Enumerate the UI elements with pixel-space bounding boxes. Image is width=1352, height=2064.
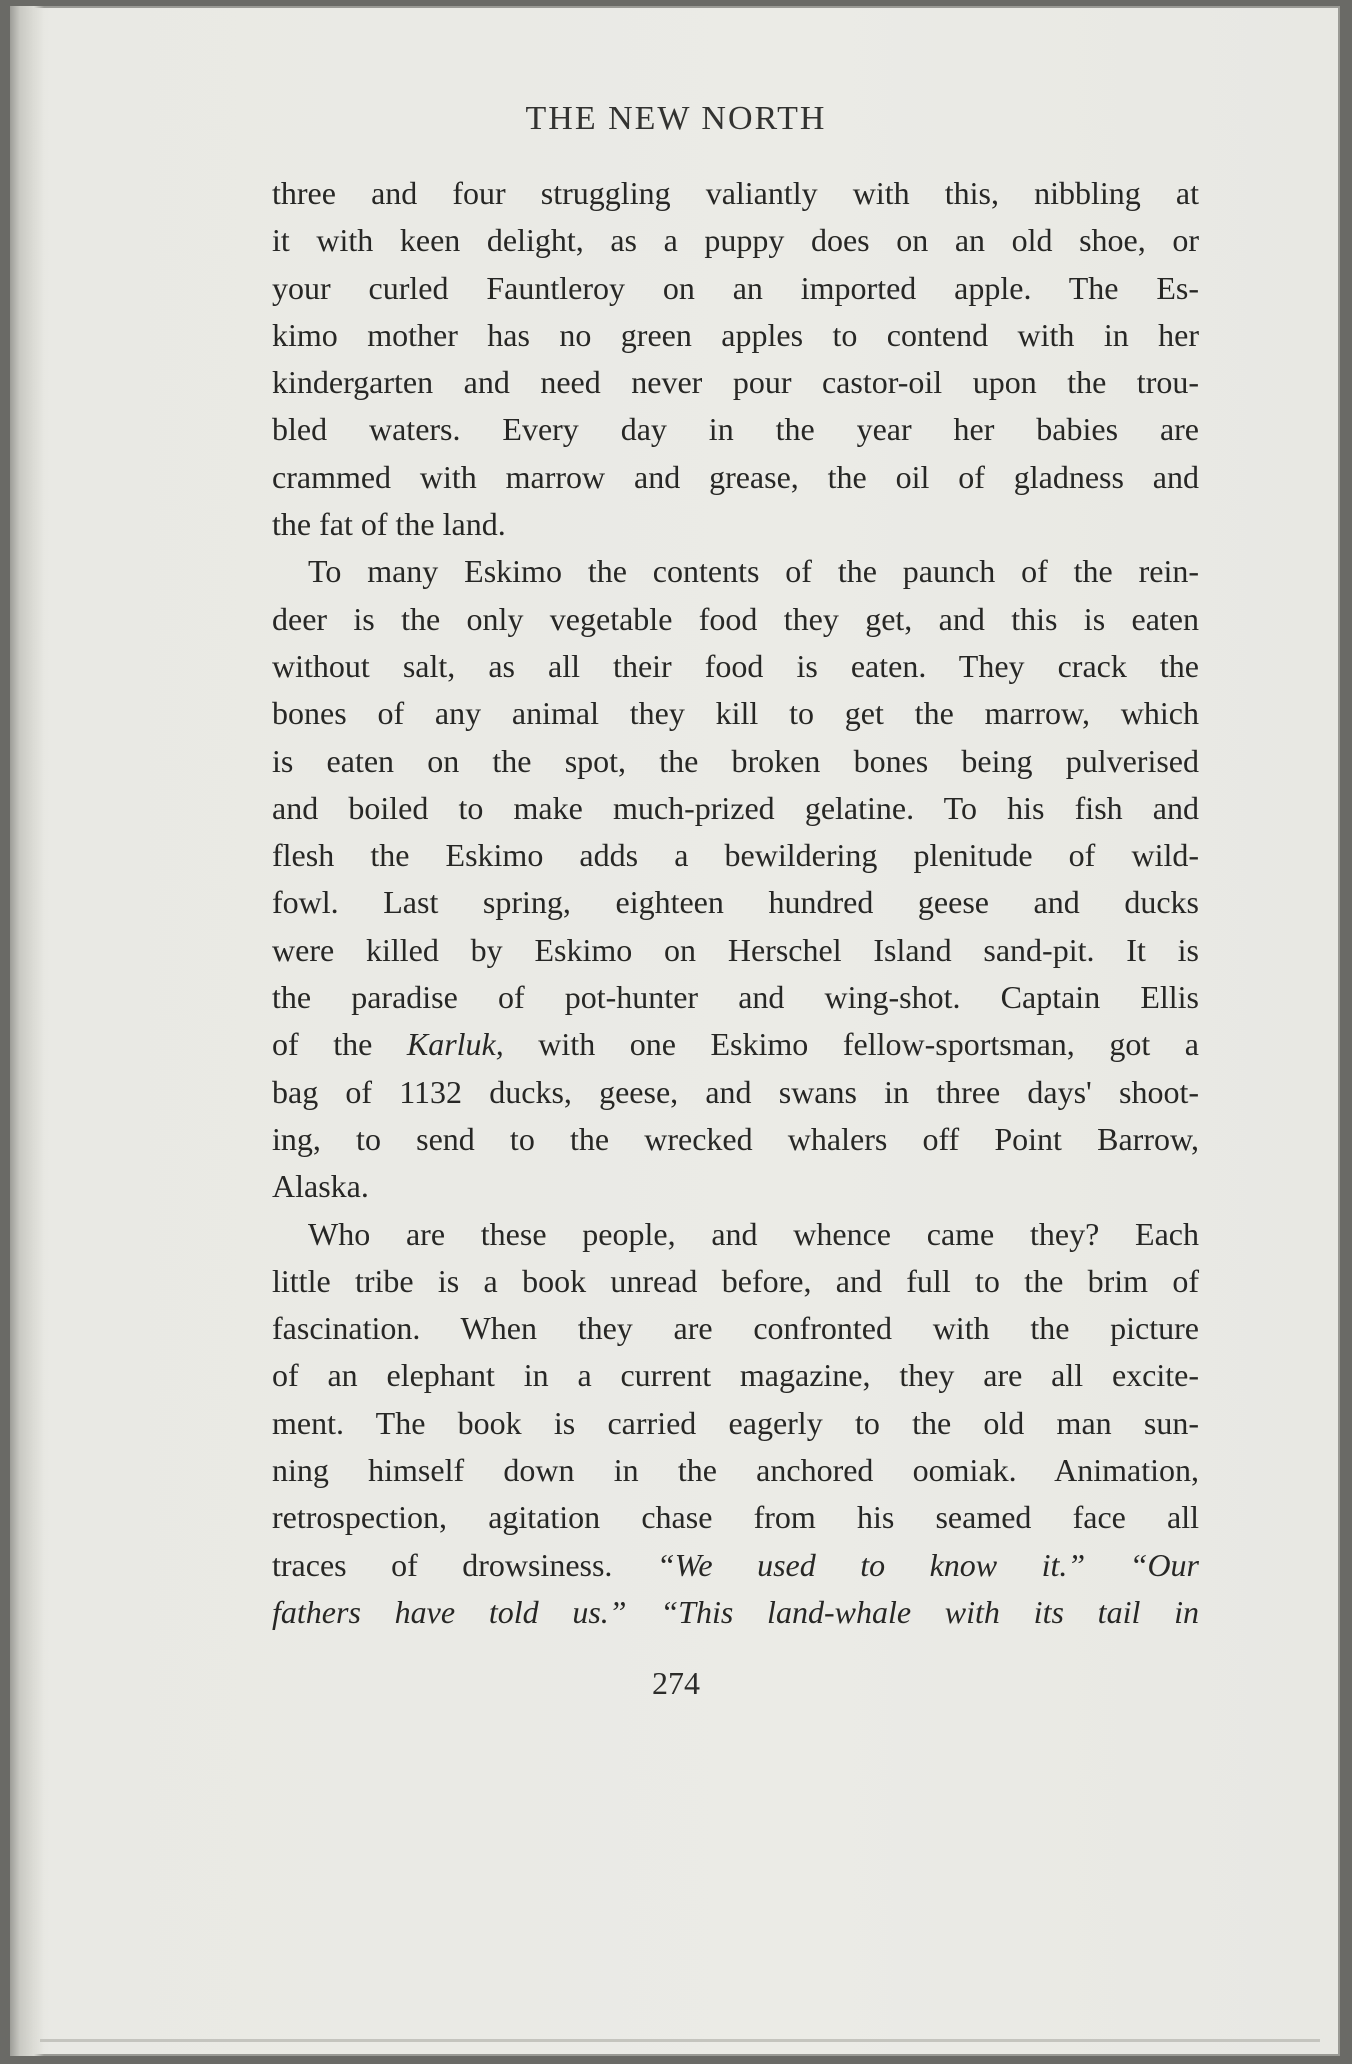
text-line: Who are these people, and whence came they? Each — [308, 1215, 1199, 1252]
text-line: flesh the Eskimo adds a bewildering plenitude of wild- — [272, 837, 1199, 874]
text-line: ning himself down in the anchored oomiak. Animation, — [272, 1452, 1199, 1489]
text-line: Alaska. — [272, 1168, 369, 1205]
text-line: bag of 1132 ducks, geese, and swans in three days' shoot- — [272, 1073, 1199, 1110]
quotation-italic: “We used to know it.” “Our — [656, 1546, 1200, 1583]
text-line: of an elephant in a current magazine, they are all excite- — [272, 1357, 1199, 1394]
text-line: is eaten on the spot, the broken bones being pulverised — [272, 742, 1199, 779]
body-text — [272, 170, 1199, 1636]
paragraph-1 — [272, 170, 1199, 548]
text-line: bones of any animal they kill to get the marrow, which — [272, 695, 1199, 732]
text-line: your curled Fauntleroy on an imported apple. The Es- — [272, 269, 1199, 306]
text-run: with one Eskimo fellow-sportsman, got a — [503, 1026, 1199, 1063]
text-line: ing, to send to the wrecked whalers off Point Barrow, — [272, 1120, 1199, 1157]
text-run: of the — [272, 1026, 407, 1063]
text-run: traces of drowsiness. — [272, 1546, 657, 1583]
text-line: three and four struggling valiantly with this, nibbling at — [272, 175, 1199, 211]
text-line: crammed with marrow and grease, the oil of gladness and — [272, 458, 1199, 495]
text-line: were killed by Eskimo on Herschel Island sand-pit. It is — [272, 931, 1199, 968]
text-line: the paradise of pot-hunter and wing-shot. Captain Ellis — [272, 979, 1199, 1016]
text-line: little tribe is a book unread before, and full to the brim of — [272, 1262, 1199, 1299]
text-line: retrospection, agitation chase from his seamed face all — [272, 1499, 1199, 1536]
text-line: deer is the only vegetable food they get, and this is eaten — [272, 600, 1199, 637]
page-bottom-edge — [40, 2039, 1320, 2042]
ship-name-italic: Karluk, — [406, 1026, 504, 1063]
text-line: To many Eskimo the contents of the paunch of the rein- — [308, 553, 1199, 590]
running-head: THE NEW NORTH — [525, 100, 827, 137]
text-line: and boiled to make much-prized gelatine. To his fish and — [272, 789, 1199, 826]
text-line — [272, 1021, 1199, 1068]
text-line: without salt, as all their food is eaten. They crack the — [272, 647, 1199, 684]
text-line: kimo mother has no green apples to contend with in her — [272, 316, 1199, 353]
text-line — [272, 1589, 1199, 1636]
text-line: kindergarten and need never pour castor-oil upon the trou- — [272, 364, 1199, 401]
quotation-italic: fathers have told us.” “This land-whale with its tail in — [272, 1593, 1199, 1630]
paragraph-3 — [272, 1211, 1199, 1637]
text-line: the fat of the land. — [272, 506, 506, 543]
paragraph-2 — [272, 548, 1199, 1210]
text-line: ment. The book is carried eagerly to the old man sun- — [272, 1404, 1199, 1441]
page-gutter-shadow — [10, 6, 44, 2056]
text-line — [272, 1542, 1199, 1589]
text-line: bled waters. Every day in the year her babies are — [272, 411, 1199, 448]
page-number: 274 — [652, 1665, 700, 1701]
text-line: it with keen delight, as a puppy does on an old shoe, or — [272, 222, 1199, 259]
text-line: fascination. When they are confronted with the picture — [272, 1310, 1199, 1347]
text-line: fowl. Last spring, eighteen hundred geese and ducks — [272, 884, 1199, 921]
